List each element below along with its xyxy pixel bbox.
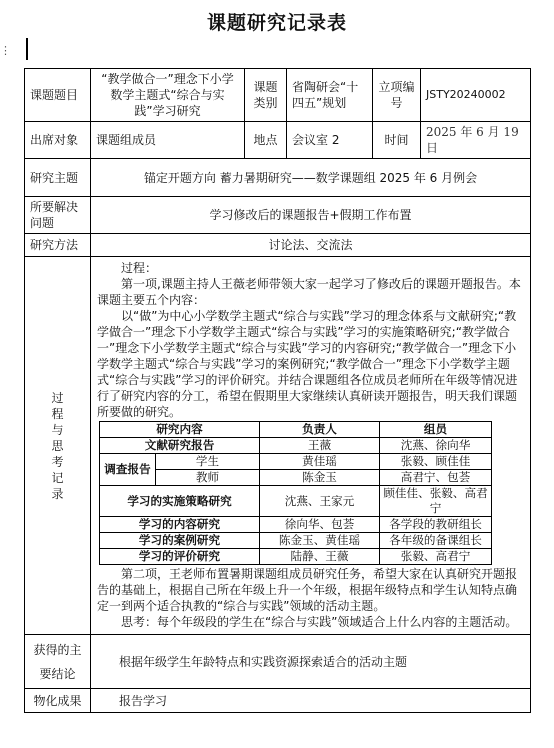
row-outcome xyxy=(25,689,531,713)
theme-label: 研究主题 xyxy=(25,159,91,197)
row-problem xyxy=(25,197,531,234)
method-label: 研究方法 xyxy=(25,234,91,257)
process-paragraph-2: 以“做”为中心小学数学主题式“综合与实践”学习的理念体系与文献研究;“教学做合一”理念下小学数学主题式“综合与实践”学习的实施策略研究;“教学做合一”理念下小学数学主题式“综合与实践”学习的内容研究;“教学做合一”理念下小学数学主题式“综合与实践”学习的案例研究;“教学做合一”理念下小学数学主题式“综合与实践”学习的评价研究。并结合课题组各位成员老师所在年级等情况进行了研究内容的分工，希望在假期里大家继续认真研读开题报告，明天我们课题所要做的研究。 xyxy=(97,309,518,419)
division-content: 调查报告 xyxy=(100,454,156,486)
problem-label: 所要解决问题 xyxy=(25,197,91,234)
margin-marker: ⋮ xyxy=(0,44,11,57)
division-leader: 陆静、王薇 xyxy=(260,549,380,565)
topic-value[interactable]: “教学做合一”理念下小学数学主题式“综合与实践”学习研究 xyxy=(91,69,245,122)
division-content: 学习的内容研究 xyxy=(100,517,260,533)
conclusion-label: 获得的主要结论 xyxy=(25,635,91,689)
process-heading: 过程： xyxy=(121,261,158,275)
theme-value[interactable]: 锚定开题方向 蓄力暑期研究——数学课题组 2025 年 6 月例会 xyxy=(91,159,531,197)
division-subcategory: 学生 xyxy=(156,454,260,470)
row-attendees xyxy=(25,122,531,159)
division-members: 顾佳佳、张毅、高君宁 xyxy=(380,486,492,517)
process-paragraph-3: 第二项，王老师布置暑期课题组成员研究任务，希望大家在认真研究开题报告的基础上，根据自己所在年级上升一个年级，根据年级特点和学生认知特点确定一到两个适合执教的“综合与实践”领域的活动主题。 xyxy=(97,567,518,613)
process-label-char: 过 xyxy=(51,390,64,405)
location-value[interactable]: 会议室 2 xyxy=(287,122,373,159)
record-form xyxy=(24,68,531,713)
time-label: 时间 xyxy=(373,122,421,159)
project-no-label: 立项编号 xyxy=(373,69,421,122)
process-thinking: 思考：每个年级段的学生在“综合与实践”领域适合上什么内容的主题活动。 xyxy=(121,615,518,629)
time-value[interactable]: 2025 年 6 月 19 日 xyxy=(421,122,531,159)
division-content: 学习的实施策略研究 xyxy=(100,486,260,517)
process-label-char: 与 xyxy=(51,422,64,437)
division-row xyxy=(100,470,492,486)
row-process xyxy=(25,257,531,635)
outcome-value[interactable]: 报告学习 xyxy=(91,689,531,713)
text-cursor xyxy=(26,38,28,60)
process-label-char: 思 xyxy=(51,438,64,453)
division-members: 张毅、高君宁 xyxy=(380,549,492,565)
division-row xyxy=(100,517,492,533)
method-value[interactable]: 讨论法、交流法 xyxy=(91,234,531,257)
row-theme xyxy=(25,159,531,197)
category-value[interactable]: 省陶研会“十四五”规划 xyxy=(287,69,373,122)
problem-value[interactable]: 学习修改后的课题报告+假期工作布置 xyxy=(91,197,531,234)
row-conclusion xyxy=(25,635,531,689)
division-header-leader: 负责人 xyxy=(260,422,380,438)
division-header-content: 研究内容 xyxy=(100,422,260,438)
division-content: 学习的评价研究 xyxy=(100,549,260,565)
division-row xyxy=(100,454,492,470)
category-label: 课题类别 xyxy=(245,69,287,122)
division-members: 高君宁、包荟 xyxy=(380,470,492,486)
division-table xyxy=(99,421,492,565)
division-leader: 陈金玉、黄佳瑶 xyxy=(260,533,380,549)
process-value[interactable] xyxy=(91,257,531,635)
division-row xyxy=(100,549,492,565)
division-members: 各学段的教研组长 xyxy=(380,517,492,533)
topic-label: 课题题目 xyxy=(25,69,91,122)
division-members: 张毅、顾佳佳 xyxy=(380,454,492,470)
project-no-value[interactable]: JSTY20240002 xyxy=(421,69,531,122)
outcome-label: 物化成果 xyxy=(25,689,91,713)
process-label-char: 记 xyxy=(51,470,64,485)
conclusion-value[interactable]: 根据年级学生年龄特点和实践资源探索适合的活动主题 xyxy=(91,635,531,689)
division-header-members: 组员 xyxy=(380,422,492,438)
division-row xyxy=(100,438,492,454)
division-leader: 徐向华、包荟 xyxy=(260,517,380,533)
page-title: 课题研究记录表 xyxy=(206,12,347,34)
location-label: 地点 xyxy=(245,122,287,159)
division-subcategory: 教师 xyxy=(156,470,260,486)
division-leader: 王薇 xyxy=(260,438,380,454)
division-header-row xyxy=(100,422,492,438)
attendees-value[interactable]: 课题组成员 xyxy=(91,122,245,159)
attendees-label: 出席对象 xyxy=(25,122,91,159)
division-row xyxy=(100,486,492,517)
division-leader: 陈金玉 xyxy=(260,470,380,486)
process-label-char: 录 xyxy=(51,486,64,501)
division-content: 学习的案例研究 xyxy=(100,533,260,549)
division-content: 文献研究报告 xyxy=(100,438,260,454)
process-label-char: 考 xyxy=(51,454,64,469)
process-label xyxy=(25,257,91,635)
division-members: 沈燕、徐向华 xyxy=(380,438,492,454)
division-leader: 黄佳瑶 xyxy=(260,454,380,470)
division-row xyxy=(100,533,492,549)
process-label-char: 程 xyxy=(51,406,64,421)
division-members: 各年级的备课组长 xyxy=(380,533,492,549)
row-topic xyxy=(25,69,531,122)
process-paragraph-1: 第一项,课题主持人王薇老师带领大家一起学习了修改后的课题开题报告。本课题主要五个内容： xyxy=(97,277,521,307)
row-method xyxy=(25,234,531,257)
division-leader: 沈燕、王家元 xyxy=(260,486,380,517)
process-label-vertical xyxy=(30,390,85,502)
